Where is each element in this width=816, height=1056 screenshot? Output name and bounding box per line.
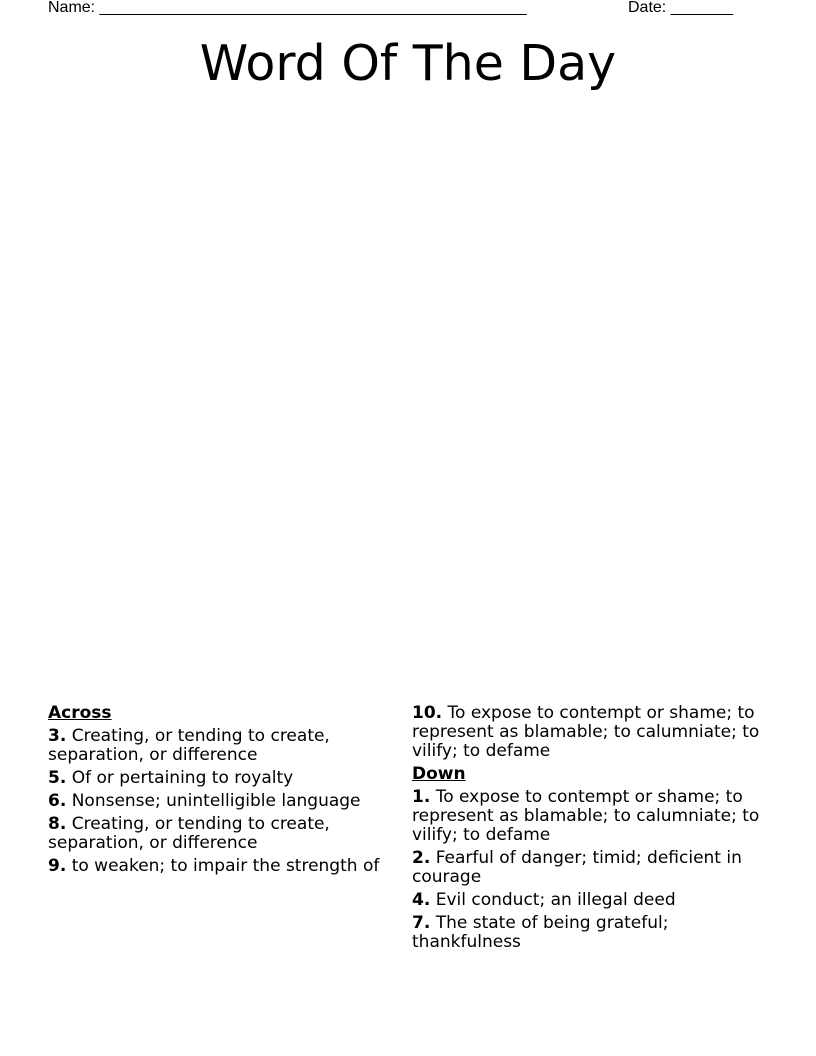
clue-down-4 xyxy=(412,891,762,910)
clue-text: The state of being grateful; thankfulness xyxy=(412,913,669,952)
clue-down-7 xyxy=(412,914,762,952)
clue-across-5 xyxy=(48,769,388,788)
clue-text: Evil conduct; an illegal deed xyxy=(435,890,676,910)
date-field-label: Date: _______ xyxy=(628,0,733,16)
clue-text: Nonsense; unintelligible language xyxy=(71,791,361,811)
clues-right-column xyxy=(412,704,762,956)
page-title: Word Of The Day xyxy=(199,35,617,92)
clue-number: 10. xyxy=(412,703,443,723)
clue-down-2 xyxy=(412,849,762,887)
clue-text: Creating, or tending to create, separation, or difference xyxy=(48,814,330,853)
clue-text: Of or pertaining to royalty xyxy=(71,768,294,788)
clue-text: Creating, or tending to create, separation, or difference xyxy=(48,726,330,765)
clue-number: 7. xyxy=(412,913,431,933)
clue-across-6 xyxy=(48,792,388,811)
clue-text: To expose to contempt or shame; to represent as blamable; to calumniate; to vilify; to defame xyxy=(412,703,760,761)
clue-across-10 xyxy=(412,704,762,761)
clue-number: 2. xyxy=(412,848,431,868)
clue-number: 4. xyxy=(412,890,431,910)
clues-left-column xyxy=(48,704,388,880)
clue-number: 1. xyxy=(412,787,431,807)
across-heading: Across xyxy=(48,703,112,723)
clue-number: 5. xyxy=(48,768,67,788)
down-heading: Down xyxy=(412,764,466,784)
name-field-label: Name: ________________________________________________ xyxy=(48,0,527,16)
clue-number: 9. xyxy=(48,856,67,876)
clue-across-8 xyxy=(48,815,388,853)
clue-text: Fearful of danger; timid; deficient in courage xyxy=(412,848,742,887)
clue-number: 6. xyxy=(48,791,67,811)
clue-number: 8. xyxy=(48,814,67,834)
clue-number: 3. xyxy=(48,726,67,746)
clue-text: to weaken; to impair the strength of xyxy=(71,856,380,876)
clue-down-1 xyxy=(412,788,762,845)
clue-text: To expose to contempt or shame; to represent as blamable; to calumniate; to vilify; to defame xyxy=(412,787,760,845)
clue-across-9 xyxy=(48,857,388,876)
clue-across-3 xyxy=(48,727,388,765)
